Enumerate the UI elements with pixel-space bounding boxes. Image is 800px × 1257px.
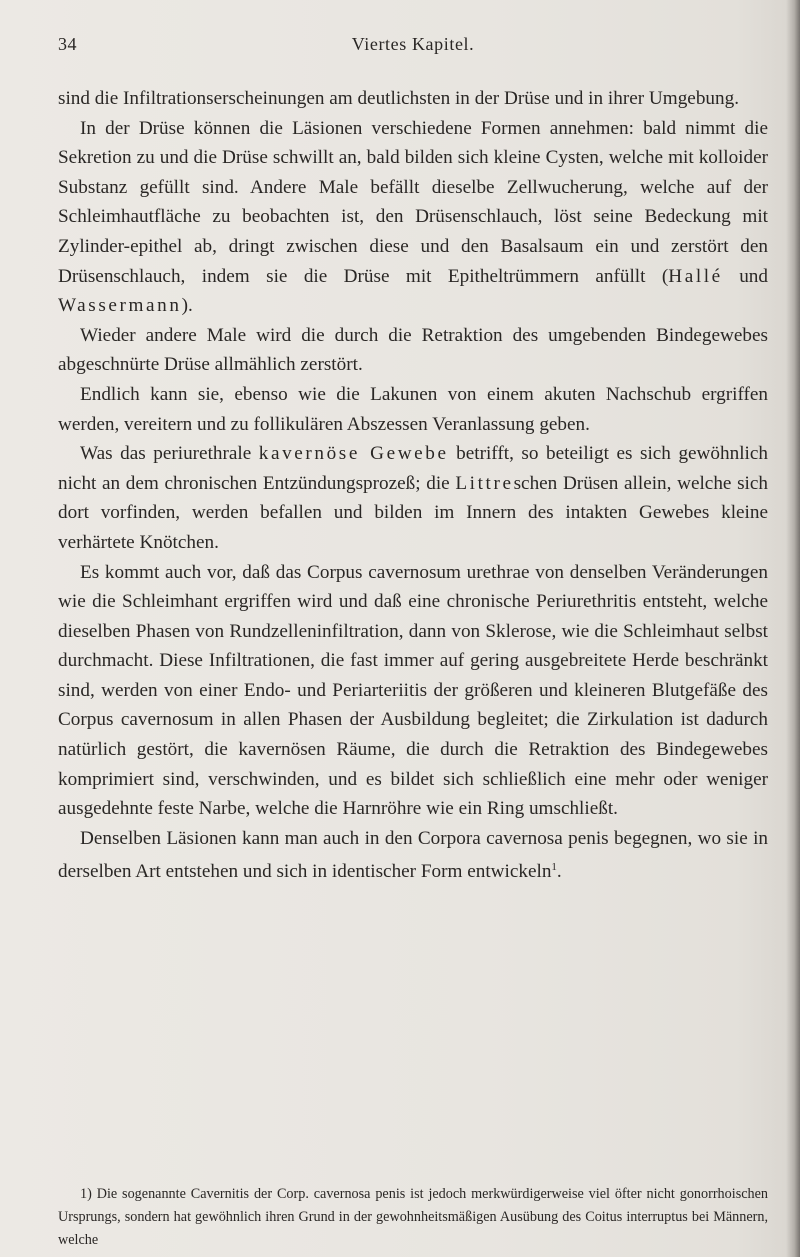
running-title: Viertes Kapitel. [351,34,475,54]
author-name: Littre [455,472,514,494]
text-run: schen Drüsen allein, welche sich dort vorfinden, werden befallen und bilden im Innern des intakten Gewebes kleine verhärtete Knötchen. [58,472,768,553]
text-run: sind die Infiltrationserscheinungen am deutlichsten in der Drüse und in ihrer Umgebung. [58,88,739,109]
text-run: ). [181,295,193,317]
footnote: 1) Die sogenannte Cavernitis der Corp. cavernosa penis ist jedoch merkwürdigerweise viel öfter nicht gonorrhoischen Ursprungs, sondern hat gewöhnlich ihren Grund in der gewohnheitsmäßigen Ausübung des Coitus interruptus bei Männern, welche [58,1186,768,1248]
text-run: Endlich kann sie, ebenso wie die Lakunen von einem akuten Nachschub ergriffen werden, vereitern und zu follikulären Abszessen Veranlassung geben. [58,383,768,435]
main-text [58,84,768,887]
emphasized-term: kavernöse Gewebe [258,443,449,465]
paragraph [58,439,768,557]
text-run: . [556,861,562,883]
footnote-area [58,1183,768,1251]
page-number: 34 [58,34,77,54]
text-run: Was das periurethrale [80,443,259,465]
author-name: Wassermann [58,295,182,317]
paragraph [58,380,768,439]
paragraph [58,558,768,824]
text-run: betrifft, so beteiligt es sich gewöhnlich nicht an dem chronischen Entzündungsprozeß; die [58,443,768,494]
running-head [58,34,768,60]
paragraph [58,824,768,887]
text-run: Es kommt auch vor, daß das Corpus cavernosum urethrae von denselben Veränderungen wie die Schleimhant ergriffen wird und daß eine chronische Periurethritis entsteht, welche dieselben Phasen von Rundzelleninfiltration, dann von Sklerose, wie die Schleimhaut selbst durchmacht. Diese Infiltrationen, die fast immer auf gering ausgebreitete Herde beschränkt sind, werden von einer Endo- und Periarteriitis der größeren und kleineren Blutgefäße des Corpus cavernosum in allen Phasen der Ausbildung begleitet; die Zirkulation ist dadurch natürlich gestört, die kavernösen Räume, die durch die Retraktion des Bindegewebes komprimiert sind, verschwinden, und es bildet sich schließlich eine mehr oder weniger ausgedehnte feste Narbe, welche die Harnröhre wie ein Ring umschließt. [58,561,768,820]
author-name: Hallé [668,265,723,287]
text-run: und [722,265,768,287]
paragraph [58,321,768,380]
paragraph [58,114,768,321]
text-run: In der Drüse können die Läsionen verschiedene Formen annehmen: bald nimmt die Sekretion zu und die Drüse schwillt an, bald bilden sich kleine Cysten, welche mit kolloider Substanz gefüllt sind. Andere Male befällt dieselbe Zellwucherung, welche auf der Schleimhautfläche zu beobachten ist, den Drüsenschlauch, löst seine Bedeckung mit Zylinder-epithel ab, dringt zwischen diese und den Basalsaum ein und zerstört den Drüsenschlauch, indem sie die Drüse mit Epitheltrümmern anfüllt ( [58,117,768,287]
text-run: Wieder andere Male wird die durch die Retraktion des umgebenden Bindegewebes abgeschnürte Drüse allmählich zerstört. [58,324,768,376]
paragraph [58,84,768,114]
page-edge-shadow [786,0,800,1257]
text-run: Denselben Läsionen kann man auch in den Corpora cavernosa penis begegnen, wo sie in derselben Art entstehen und sich in identischer Form entwickeln [58,827,768,883]
footnote-marker[interactable]: 1 [551,861,557,874]
